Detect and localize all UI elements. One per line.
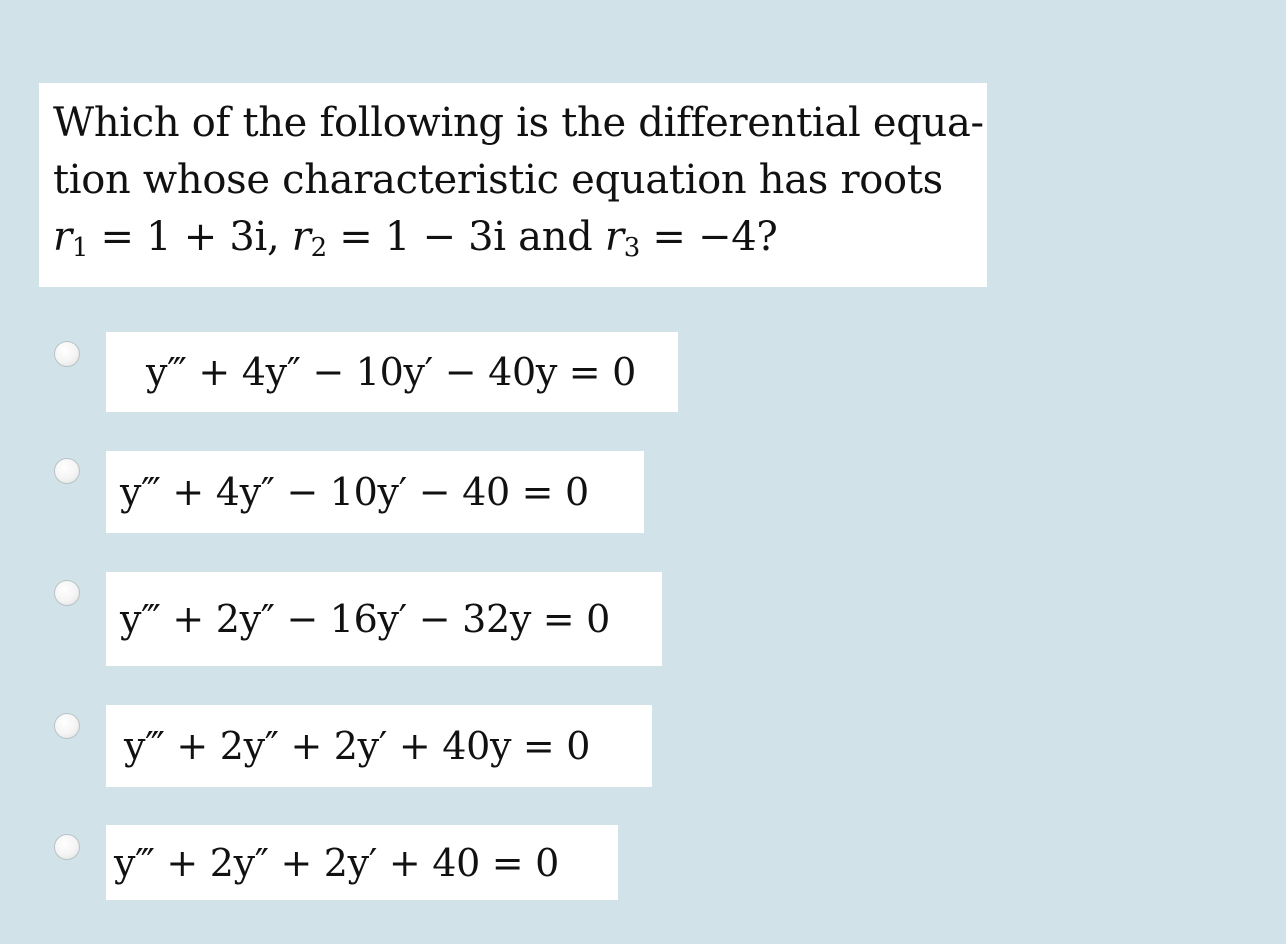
option-5-equation: y‴ + 2y″ + 2y′ + 40 = 0: [114, 840, 559, 885]
root-3-subscript: 3: [623, 233, 640, 263]
root-1-value: = 1 + 3i,: [88, 214, 292, 260]
option-5-radio[interactable]: [54, 834, 80, 860]
root-3-variable: r: [604, 214, 624, 260]
root-3-value: = −4?: [639, 214, 778, 260]
option-2-radio[interactable]: [54, 458, 80, 484]
option-2-answer[interactable]: [106, 451, 644, 533]
option-2-equation: y‴ + 4y″ − 10y′ − 40 = 0: [120, 470, 589, 514]
option-4-equation: y‴ + 2y″ + 2y′ + 40y = 0: [124, 724, 591, 768]
root-2-variable: r: [291, 214, 311, 260]
question-box: [39, 83, 987, 287]
option-4-answer[interactable]: [106, 705, 652, 787]
option-3-answer[interactable]: [106, 572, 662, 666]
option-3-radio[interactable]: [54, 580, 80, 606]
root-1-subscript: 1: [71, 233, 89, 263]
option-1-equation: y‴ + 4y″ − 10y′ − 40y = 0: [146, 350, 637, 394]
option-5-answer[interactable]: [106, 825, 618, 900]
option-1-radio[interactable]: [54, 341, 80, 367]
root-2-value: = 1 − 3i and: [326, 214, 605, 260]
option-3-equation: y‴ + 2y″ − 16y′ − 32y = 0: [120, 597, 611, 641]
root-1-variable: r: [53, 214, 72, 260]
option-1-answer[interactable]: [106, 332, 678, 412]
root-2-subscript: 2: [310, 233, 327, 263]
option-4-radio[interactable]: [54, 713, 80, 739]
question-line-2: tion whose characteristic equation has roots: [53, 157, 943, 203]
question-line-1: Which of the following is the differential equa-: [53, 100, 984, 146]
question-line-3: [53, 209, 987, 266]
